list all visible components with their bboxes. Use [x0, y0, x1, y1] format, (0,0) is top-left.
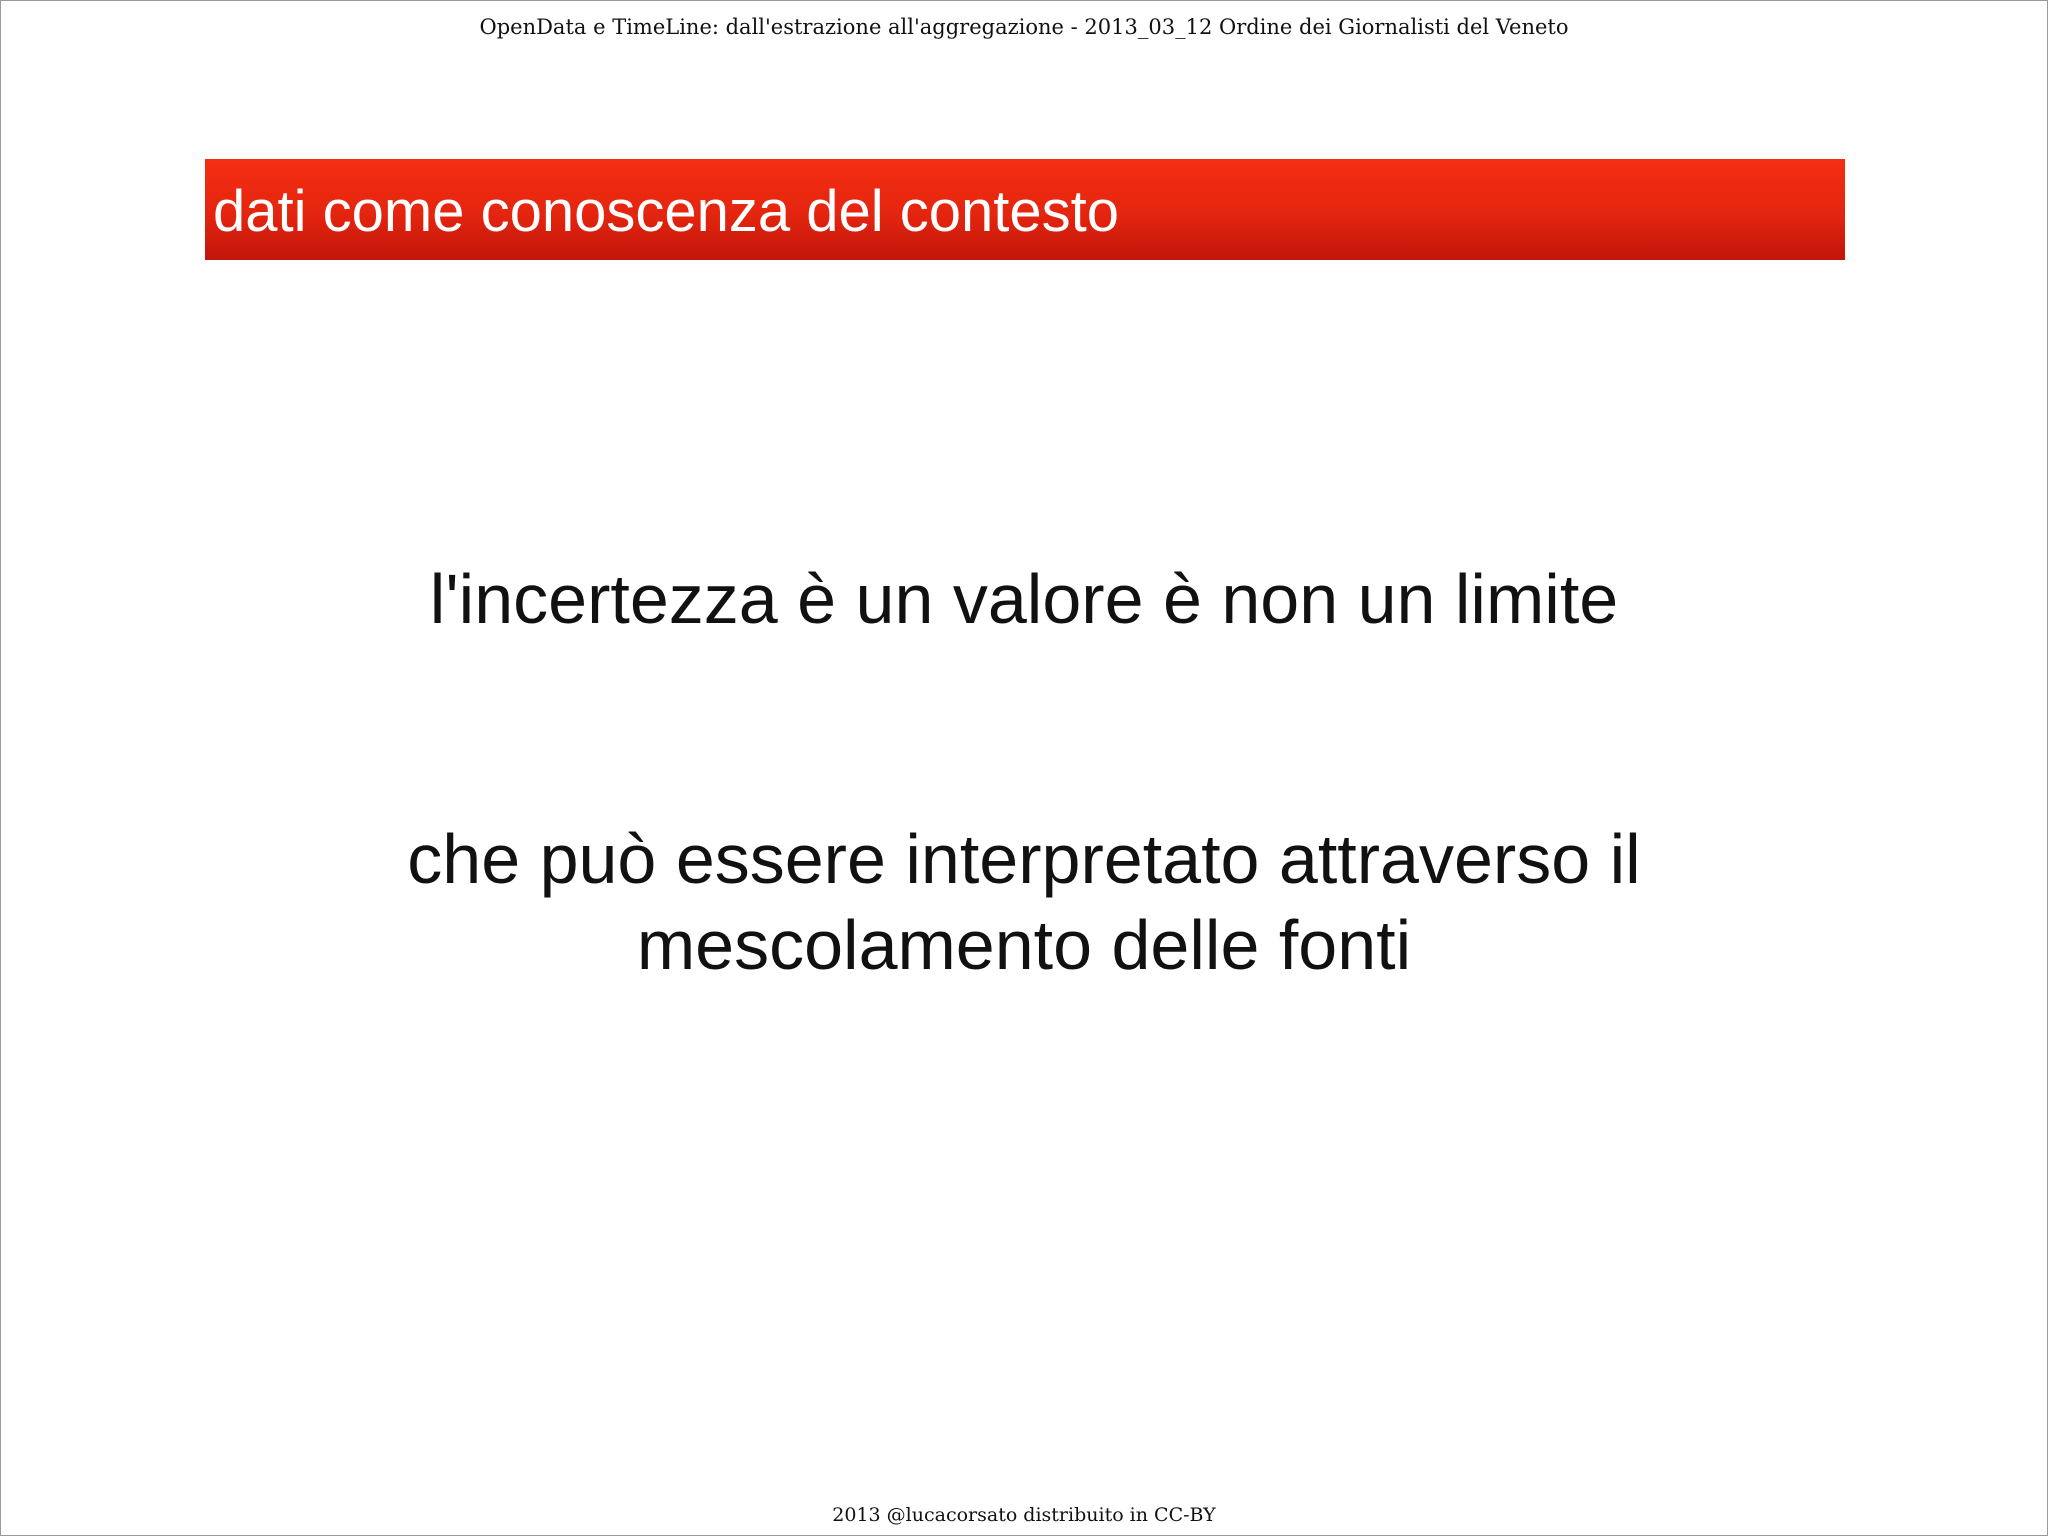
body-line-1: l'incertezza è un valore è non un limite: [429, 560, 1619, 638]
slide-footer: 2013 @lucacorsato distribuito in CC-BY: [832, 1504, 1216, 1526]
body-line-2: che può essere interpretato attraverso il: [407, 820, 1641, 898]
body-line-3: mescolamento delle fonti: [636, 906, 1412, 984]
title-bar: [205, 159, 1845, 260]
slide-header: OpenData e TimeLine: dall'estrazione all'aggregazione - 2013_03_12 Ordine dei Giornalisti del Veneto: [479, 15, 1569, 39]
slide-title: dati come conoscenza del contesto: [213, 179, 1119, 244]
